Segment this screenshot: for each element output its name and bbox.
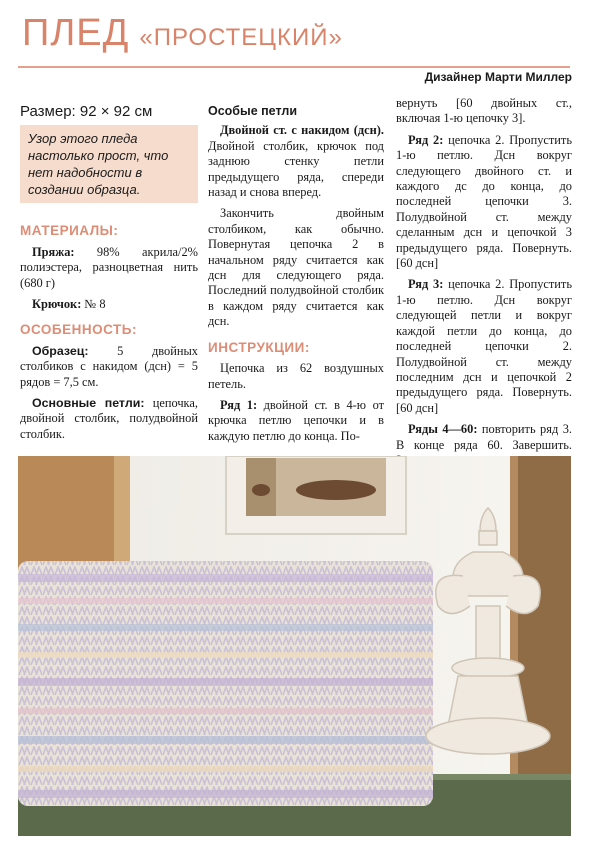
row2-label: Ряд 2: <box>408 132 444 147</box>
basic-text: цепочка, двойной столбик, полудвойной столбик. <box>20 396 198 441</box>
title-sub: «ПРОСТЕЦКИЙ» <box>139 24 343 51</box>
dsn-text: Двойной столбик, крючок под заднюю стенку петли предыдущего ряда, спереди назад и снова вперед. <box>208 138 384 200</box>
shell-shape <box>252 484 270 496</box>
dsn-paragraph <box>208 123 384 200</box>
column-3 <box>396 96 572 474</box>
sample-label: Образец: <box>32 343 89 358</box>
sample-paragraph <box>20 344 198 390</box>
instructions-heading: ИНСТРУКЦИИ: <box>208 339 310 355</box>
title-divider <box>18 66 570 68</box>
row1-text: двойной ст. в 4-ю от крючка петлю цепочки и в каждую петлю до конца. По- <box>208 397 385 443</box>
basic-label: Основные петли: <box>32 396 145 411</box>
hook-text: № 8 <box>81 297 106 312</box>
column-2 <box>208 104 384 450</box>
row3-label: Ряд 3: <box>408 277 444 292</box>
blanket-photo <box>18 456 571 836</box>
dsn-label: Двойной ст. с накидом (дсн). <box>220 123 384 138</box>
yarn-paragraph <box>20 245 198 291</box>
hook-label: Крючок: <box>32 297 82 312</box>
features-heading: ОСОБЕННОСТЬ: <box>20 322 137 338</box>
basic-paragraph <box>20 396 198 442</box>
column-1 <box>20 104 198 448</box>
finish-paragraph: Закончить двойным столбиком, как обычно. Повернутая цепочка 2 в начальном ряду считается как дсн для следующего ряда. Последний полудвойной столбик в каждом ряду считается как дсн. <box>208 206 384 329</box>
row1-paragraph <box>208 398 384 444</box>
row2-text: цепочка 2. Пропустить 1-ю петлю. Дсн вокруг следующего двойного ст. и каждого дс до конца, до последней цепочки 3. Полудвойной ст. между сделанным дсн и цепочкой 3 предыдущего ряда. Повернуть. [60 дсн] <box>396 132 573 271</box>
chain-paragraph: Цепочка из 62 воздушных петель. <box>208 361 384 391</box>
row3-paragraph <box>396 277 572 416</box>
note-box: Узор этого пледа настолько прост, что нет надобности в создании образца. <box>20 125 198 203</box>
page-title <box>22 12 343 55</box>
row3-text: цепочка 2. Пропустить 1-ю петлю. Дсн вокруг следующей петли и вокруг каждой петли до конца, до последней цепочки 2. Полудвойной ст. между последним дсн и цепочкой 2 предыдущего ряда. Повернуть. [60 дсн] <box>396 277 573 415</box>
yarn-text: 98% акрила/2% полиэстера, разноцветная нить (680 г) <box>20 244 198 290</box>
rows4-text: повторить ряд 3. В конце ряда 60. Завершить. <box>396 422 572 452</box>
leaf-shape <box>296 480 376 500</box>
rows4-label: Ряды 4—60: <box>408 422 478 437</box>
materials-heading: МАТЕРИАЛЫ: <box>20 223 119 239</box>
size-text: Размер: 92 × 92 см <box>20 103 153 120</box>
row1-label: Ряд 1: <box>220 397 258 412</box>
continuation-paragraph: вернуть [60 двойных ст., включая 1-ю цепочку 3]. <box>396 96 572 126</box>
special-heading: Особые петли <box>208 104 298 118</box>
blanket-photo-svg <box>18 456 571 836</box>
crochet-blanket <box>18 561 433 806</box>
title-main: ПЛЕД <box>22 12 130 54</box>
yarn-label: Пряжа: <box>32 244 75 259</box>
designer-credit: Дизайнер Марти Миллер <box>424 70 572 84</box>
row2-paragraph <box>396 133 572 272</box>
sample-text: 5 двойных столбиков с накидом (дсн) = 5 рядов = 7,5 см. <box>20 343 198 389</box>
hook-paragraph <box>20 297 198 312</box>
